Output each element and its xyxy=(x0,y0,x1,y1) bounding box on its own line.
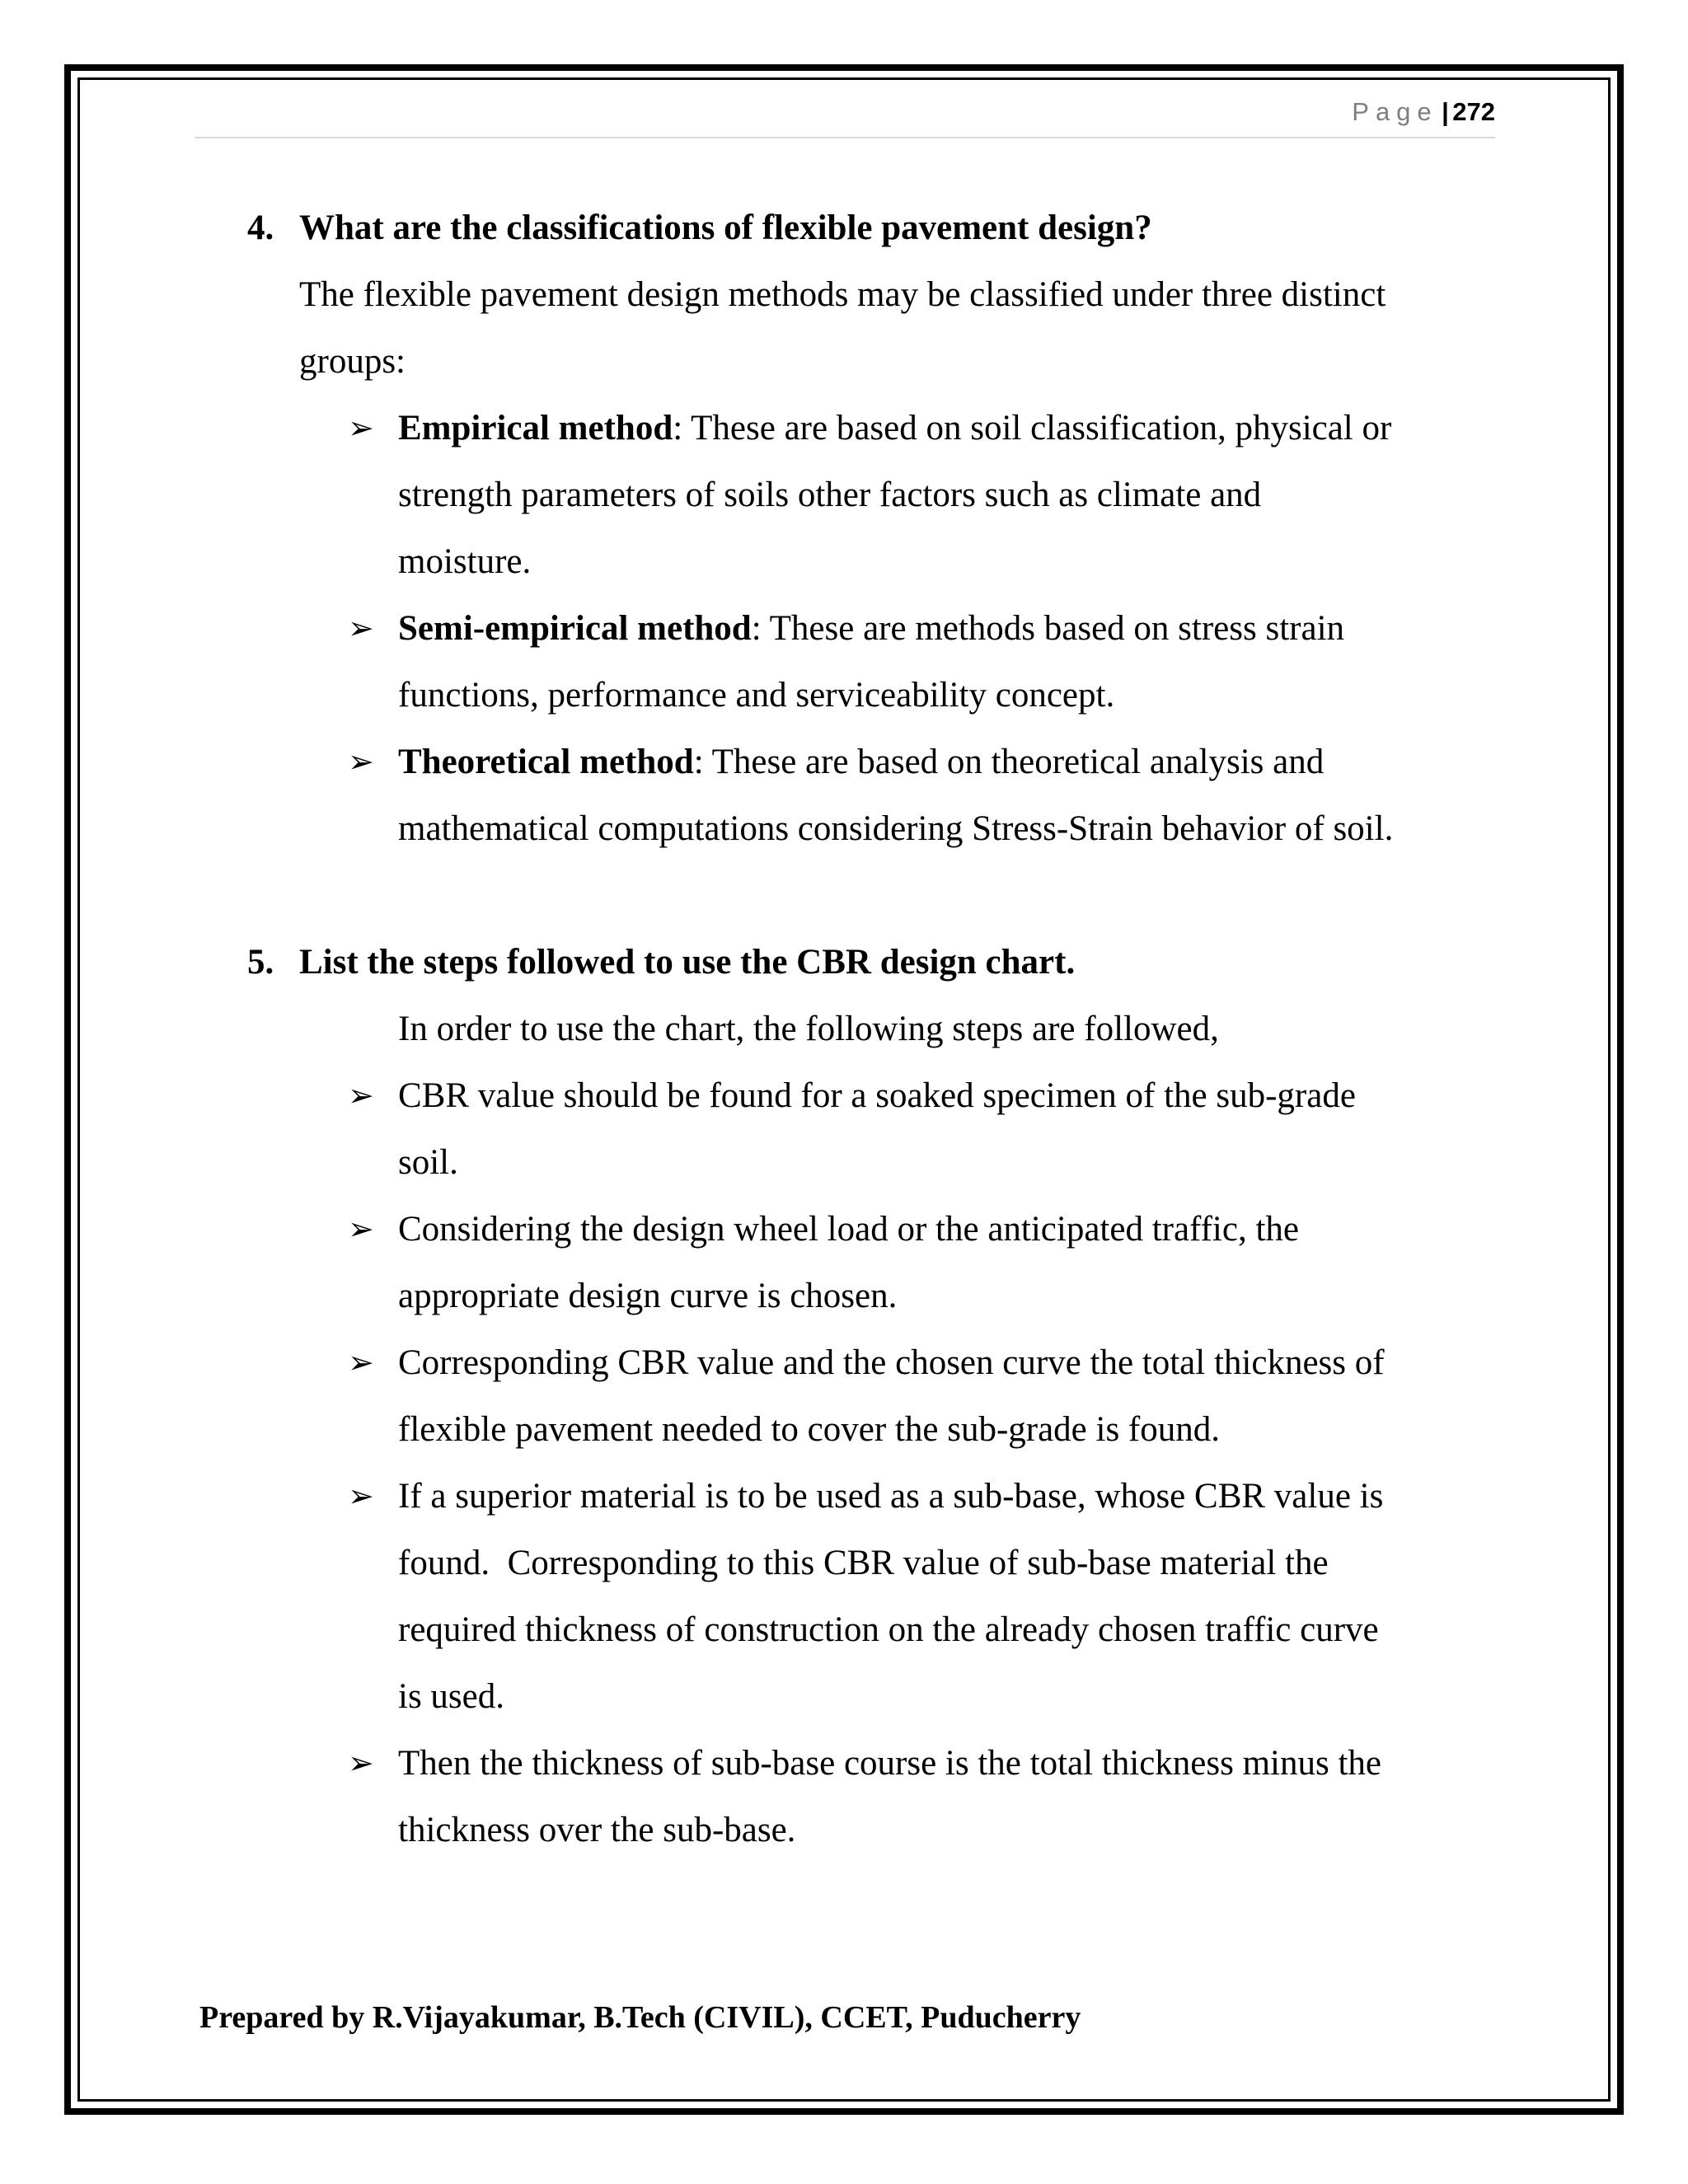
section-gap xyxy=(247,862,1517,929)
arrow-bullet-icon: ➢ xyxy=(348,1478,374,1514)
page-content xyxy=(247,194,1517,1863)
question-5-number: 5. xyxy=(247,943,274,982)
question-5-bullets xyxy=(247,1062,1517,1863)
list-item: ➢ Empirical method: These are based on soil classification, physical or strength parameters of soils other factors such as climate and moisture. xyxy=(247,395,1517,595)
arrow-bullet-icon: ➢ xyxy=(348,1344,374,1380)
list-item: ➢ Corresponding CBR value and the chosen curve the total thickness of flexible pavement needed to cover the sub-grade is found. xyxy=(247,1329,1517,1463)
page-label: Page xyxy=(1352,97,1438,126)
page-footer: Prepared by R.Vijayakumar, B.Tech (CIVIL), CCET, Puducherry xyxy=(199,2000,1081,2035)
question-5-intro: In order to use the chart, the following steps are followed, xyxy=(398,1010,1219,1048)
question-4-text: What are the classifications of flexible pavement design? xyxy=(299,209,1152,247)
page-header xyxy=(195,97,1495,138)
list-item: ➢ Semi-empirical method: These are methods based on stress strain functions, performance and serviceability concept. xyxy=(247,595,1517,729)
question-4-number: 4. xyxy=(247,209,274,247)
arrow-bullet-icon: ➢ xyxy=(348,743,374,780)
list-item: ➢ Theoretical method: These are based on theoretical analysis and mathematical computations considering Stress-Strain behavior of soil. xyxy=(247,729,1517,862)
arrow-bullet-icon: ➢ xyxy=(348,1745,374,1781)
arrow-bullet-icon: ➢ xyxy=(348,1077,374,1113)
question-4-intro: The flexible pavement design methods may be classified under three distinct groups: xyxy=(299,275,1386,381)
question-4-bullets xyxy=(247,395,1517,862)
question-5-title xyxy=(247,929,1517,996)
list-item: ➢ Considering the design wheel load or the anticipated traffic, the appropriate design curve is chosen. xyxy=(247,1196,1517,1329)
list-item: ➢ CBR value should be found for a soaked specimen of the sub-grade soil. xyxy=(247,1062,1517,1196)
list-item: ➢ Then the thickness of sub-base course is the total thickness minus the thickness over the sub-base. xyxy=(247,1730,1517,1863)
page-number: 272 xyxy=(1452,97,1495,126)
list-item: ➢ If a superior material is to be used as a sub-base, whose CBR value is found. Corresponding to this CBR value of sub-base material the required thickness of construction on the already chosen traffic curve is used. xyxy=(247,1463,1517,1730)
page-separator: | xyxy=(1442,97,1449,126)
arrow-bullet-icon: ➢ xyxy=(348,610,374,646)
question-5-text: List the steps followed to use the CBR design chart. xyxy=(299,943,1076,982)
arrow-bullet-icon: ➢ xyxy=(348,1211,374,1247)
arrow-bullet-icon: ➢ xyxy=(348,410,374,446)
question-4-title xyxy=(247,194,1517,261)
